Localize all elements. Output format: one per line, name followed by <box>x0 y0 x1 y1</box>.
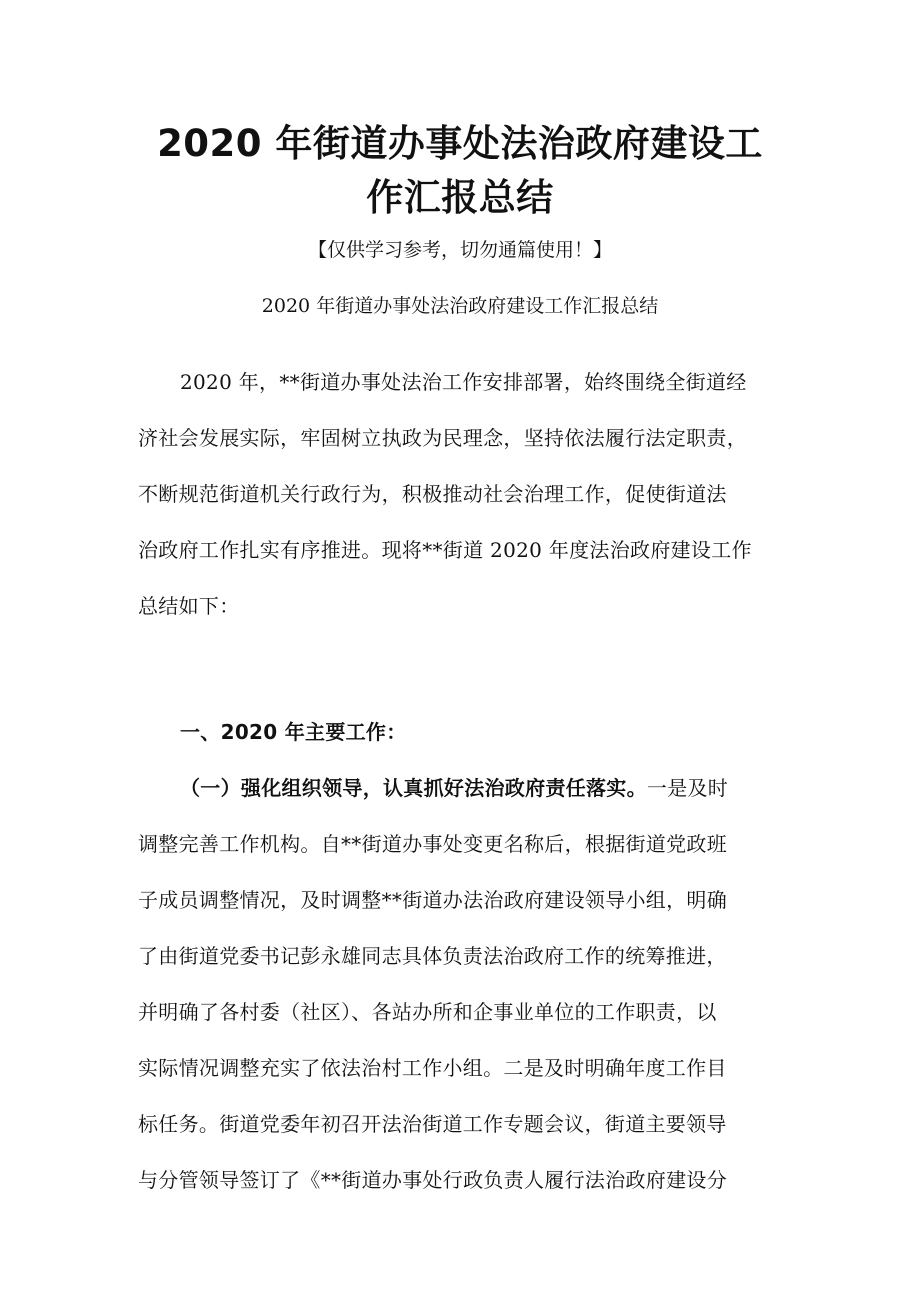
document-title-line-1: 2020 年街道办事处法治政府建设工 <box>157 122 763 165</box>
body-line-4: 并明确了各村委（社区）、各站办所和企事业单位的工作职责，以 <box>138 1000 717 1024</box>
intro-line-5: 总结如下： <box>138 594 240 618</box>
document-title-line-2: 作汇报总结 <box>366 176 554 219</box>
intro-line-2: 济社会发展实际，牢固树立执政为民理念，坚持依法履行法定职责， <box>138 426 747 450</box>
sub-heading-bold: （一）强化组织领导，认真抓好法治政府责任落实。 <box>180 776 647 800</box>
section-heading: 一、2020 年主要工作： <box>180 720 407 744</box>
body-line-1: 调整完善工作机构。自**街道办事处变更名称后，根据街道党政班 <box>138 832 727 856</box>
intro-line-3: 不断规范街道机关行政行为，积极推动社会治理工作，促使街道法 <box>138 482 727 506</box>
body-line-2: 子成员调整情况，及时调整**街道办法治政府建设领导小组，明确 <box>138 888 727 912</box>
usage-note: 【仅供学习参考，切勿通篇使用！】 <box>307 239 612 261</box>
intro-line-1: 2020 年，**街道办事处法治工作安排部署，始终围绕全街道经 <box>180 370 747 394</box>
intro-line-4: 治政府工作扎实有序推进。现将**街道 2020 年度法治政府建设工作 <box>138 538 752 562</box>
sub-heading-line <box>180 774 830 802</box>
body-line-3: 了由街道党委书记彭永雄同志具体负责法治政府工作的统筹推进， <box>138 944 727 968</box>
body-line-6: 标任务。街道党委年初召开法治街道工作专题会议，街道主要领导 <box>138 1112 727 1136</box>
document-subtitle: 2020 年街道办事处法治政府建设工作汇报总结 <box>261 295 659 317</box>
sub-heading-rest: 一是及时 <box>646 776 729 800</box>
body-line-7: 与分管领导签订了《**街道办事处行政负责人履行法治政府建设分 <box>138 1168 727 1192</box>
body-line-5: 实际情况调整充实了依法治村工作小组。二是及时明确年度工作目 <box>138 1056 727 1080</box>
